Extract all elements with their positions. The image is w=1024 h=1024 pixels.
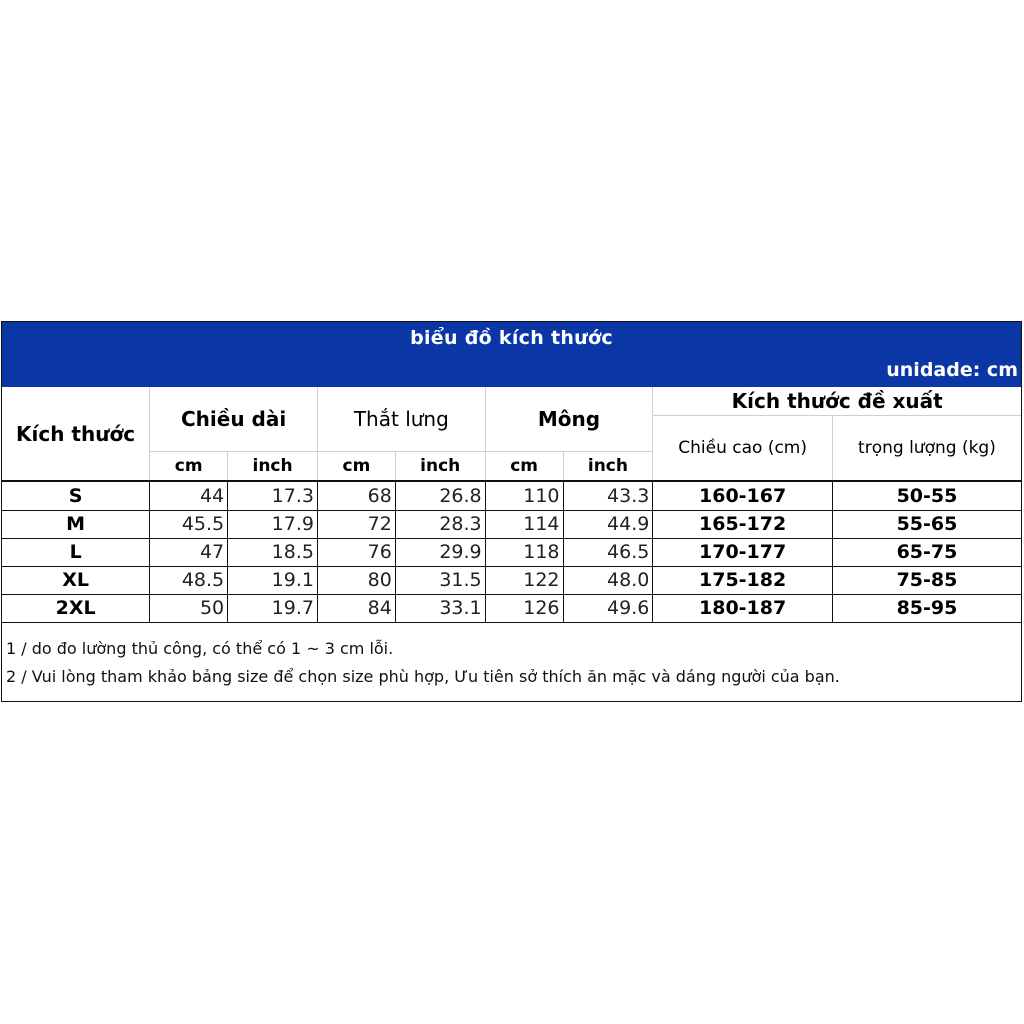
waist-inch-cell: 31.5 [395,566,485,594]
size-chart [1,321,1022,702]
hip-cm-cell: 118 [485,538,563,566]
size-cell: XL [2,566,150,594]
note-2: 2 / Vui lòng tham khảo bảng size để chọn size phù hợp, Ưu tiên sở thích ăn mặc và dáng người của bạn. [6,667,840,686]
table-row [2,481,1021,510]
waist-cm-cell: 76 [317,538,395,566]
note-1: 1 / do đo lường thủ công, có thể có 1 ~ 3 cm lỗi. [6,639,394,658]
size-cell: L [2,538,150,566]
height-cell: 180-187 [653,594,833,622]
length-inch-cell: 17.9 [228,510,318,538]
weight-cell: 75-85 [832,566,1021,594]
header-waist: Thắt lưng [317,387,485,451]
length-inch-cell: 18.5 [228,538,318,566]
header-recommend: Kích thước đề xuất [653,387,1021,415]
size-cell: S [2,481,150,510]
table-row [2,510,1021,538]
header-waist-inch: inch [395,451,485,481]
height-cell: 160-167 [653,481,833,510]
header-length: Chiều dài [150,387,318,451]
header-length-cm: cm [150,451,228,481]
height-cell: 175-182 [653,566,833,594]
hip-inch-cell: 46.5 [563,538,653,566]
length-cm-cell: 44 [150,481,228,510]
weight-cell: 65-75 [832,538,1021,566]
hip-inch-cell: 44.9 [563,510,653,538]
waist-inch-cell: 33.1 [395,594,485,622]
weight-cell: 85-95 [832,594,1021,622]
length-cm-cell: 47 [150,538,228,566]
hip-cm-cell: 126 [485,594,563,622]
waist-cm-cell: 68 [317,481,395,510]
weight-cell: 50-55 [832,481,1021,510]
header-hip-cm: cm [485,451,563,481]
chart-title: biểu đồ kích thước [410,327,613,349]
header-waist-cm: cm [317,451,395,481]
hip-cm-cell: 122 [485,566,563,594]
weight-cell: 55-65 [832,510,1021,538]
length-cm-cell: 50 [150,594,228,622]
hip-inch-cell: 48.0 [563,566,653,594]
waist-cm-cell: 84 [317,594,395,622]
size-table [2,387,1021,623]
height-cell: 170-177 [653,538,833,566]
header-size: Kích thước [2,387,150,481]
waist-inch-cell: 29.9 [395,538,485,566]
size-cell: M [2,510,150,538]
notes [6,635,1016,691]
length-inch-cell: 19.7 [228,594,318,622]
header-weight: trọng lượng (kg) [832,415,1021,481]
length-cm-cell: 45.5 [150,510,228,538]
header-length-inch: inch [228,451,318,481]
table-row [2,566,1021,594]
waist-cm-cell: 80 [317,566,395,594]
header-height: Chiều cao (cm) [653,415,833,481]
height-cell: 165-172 [653,510,833,538]
hip-inch-cell: 49.6 [563,594,653,622]
hip-inch-cell: 43.3 [563,481,653,510]
header-hip-inch: inch [563,451,653,481]
unit-label: unidade: cm [886,359,1018,381]
waist-inch-cell: 26.8 [395,481,485,510]
waist-inch-cell: 28.3 [395,510,485,538]
table-row [2,594,1021,622]
size-cell: 2XL [2,594,150,622]
waist-cm-cell: 72 [317,510,395,538]
length-cm-cell: 48.5 [150,566,228,594]
header-hip: Mông [485,387,653,451]
title-banner [2,322,1021,387]
length-inch-cell: 17.3 [228,481,318,510]
length-inch-cell: 19.1 [228,566,318,594]
hip-cm-cell: 110 [485,481,563,510]
table-row [2,538,1021,566]
hip-cm-cell: 114 [485,510,563,538]
